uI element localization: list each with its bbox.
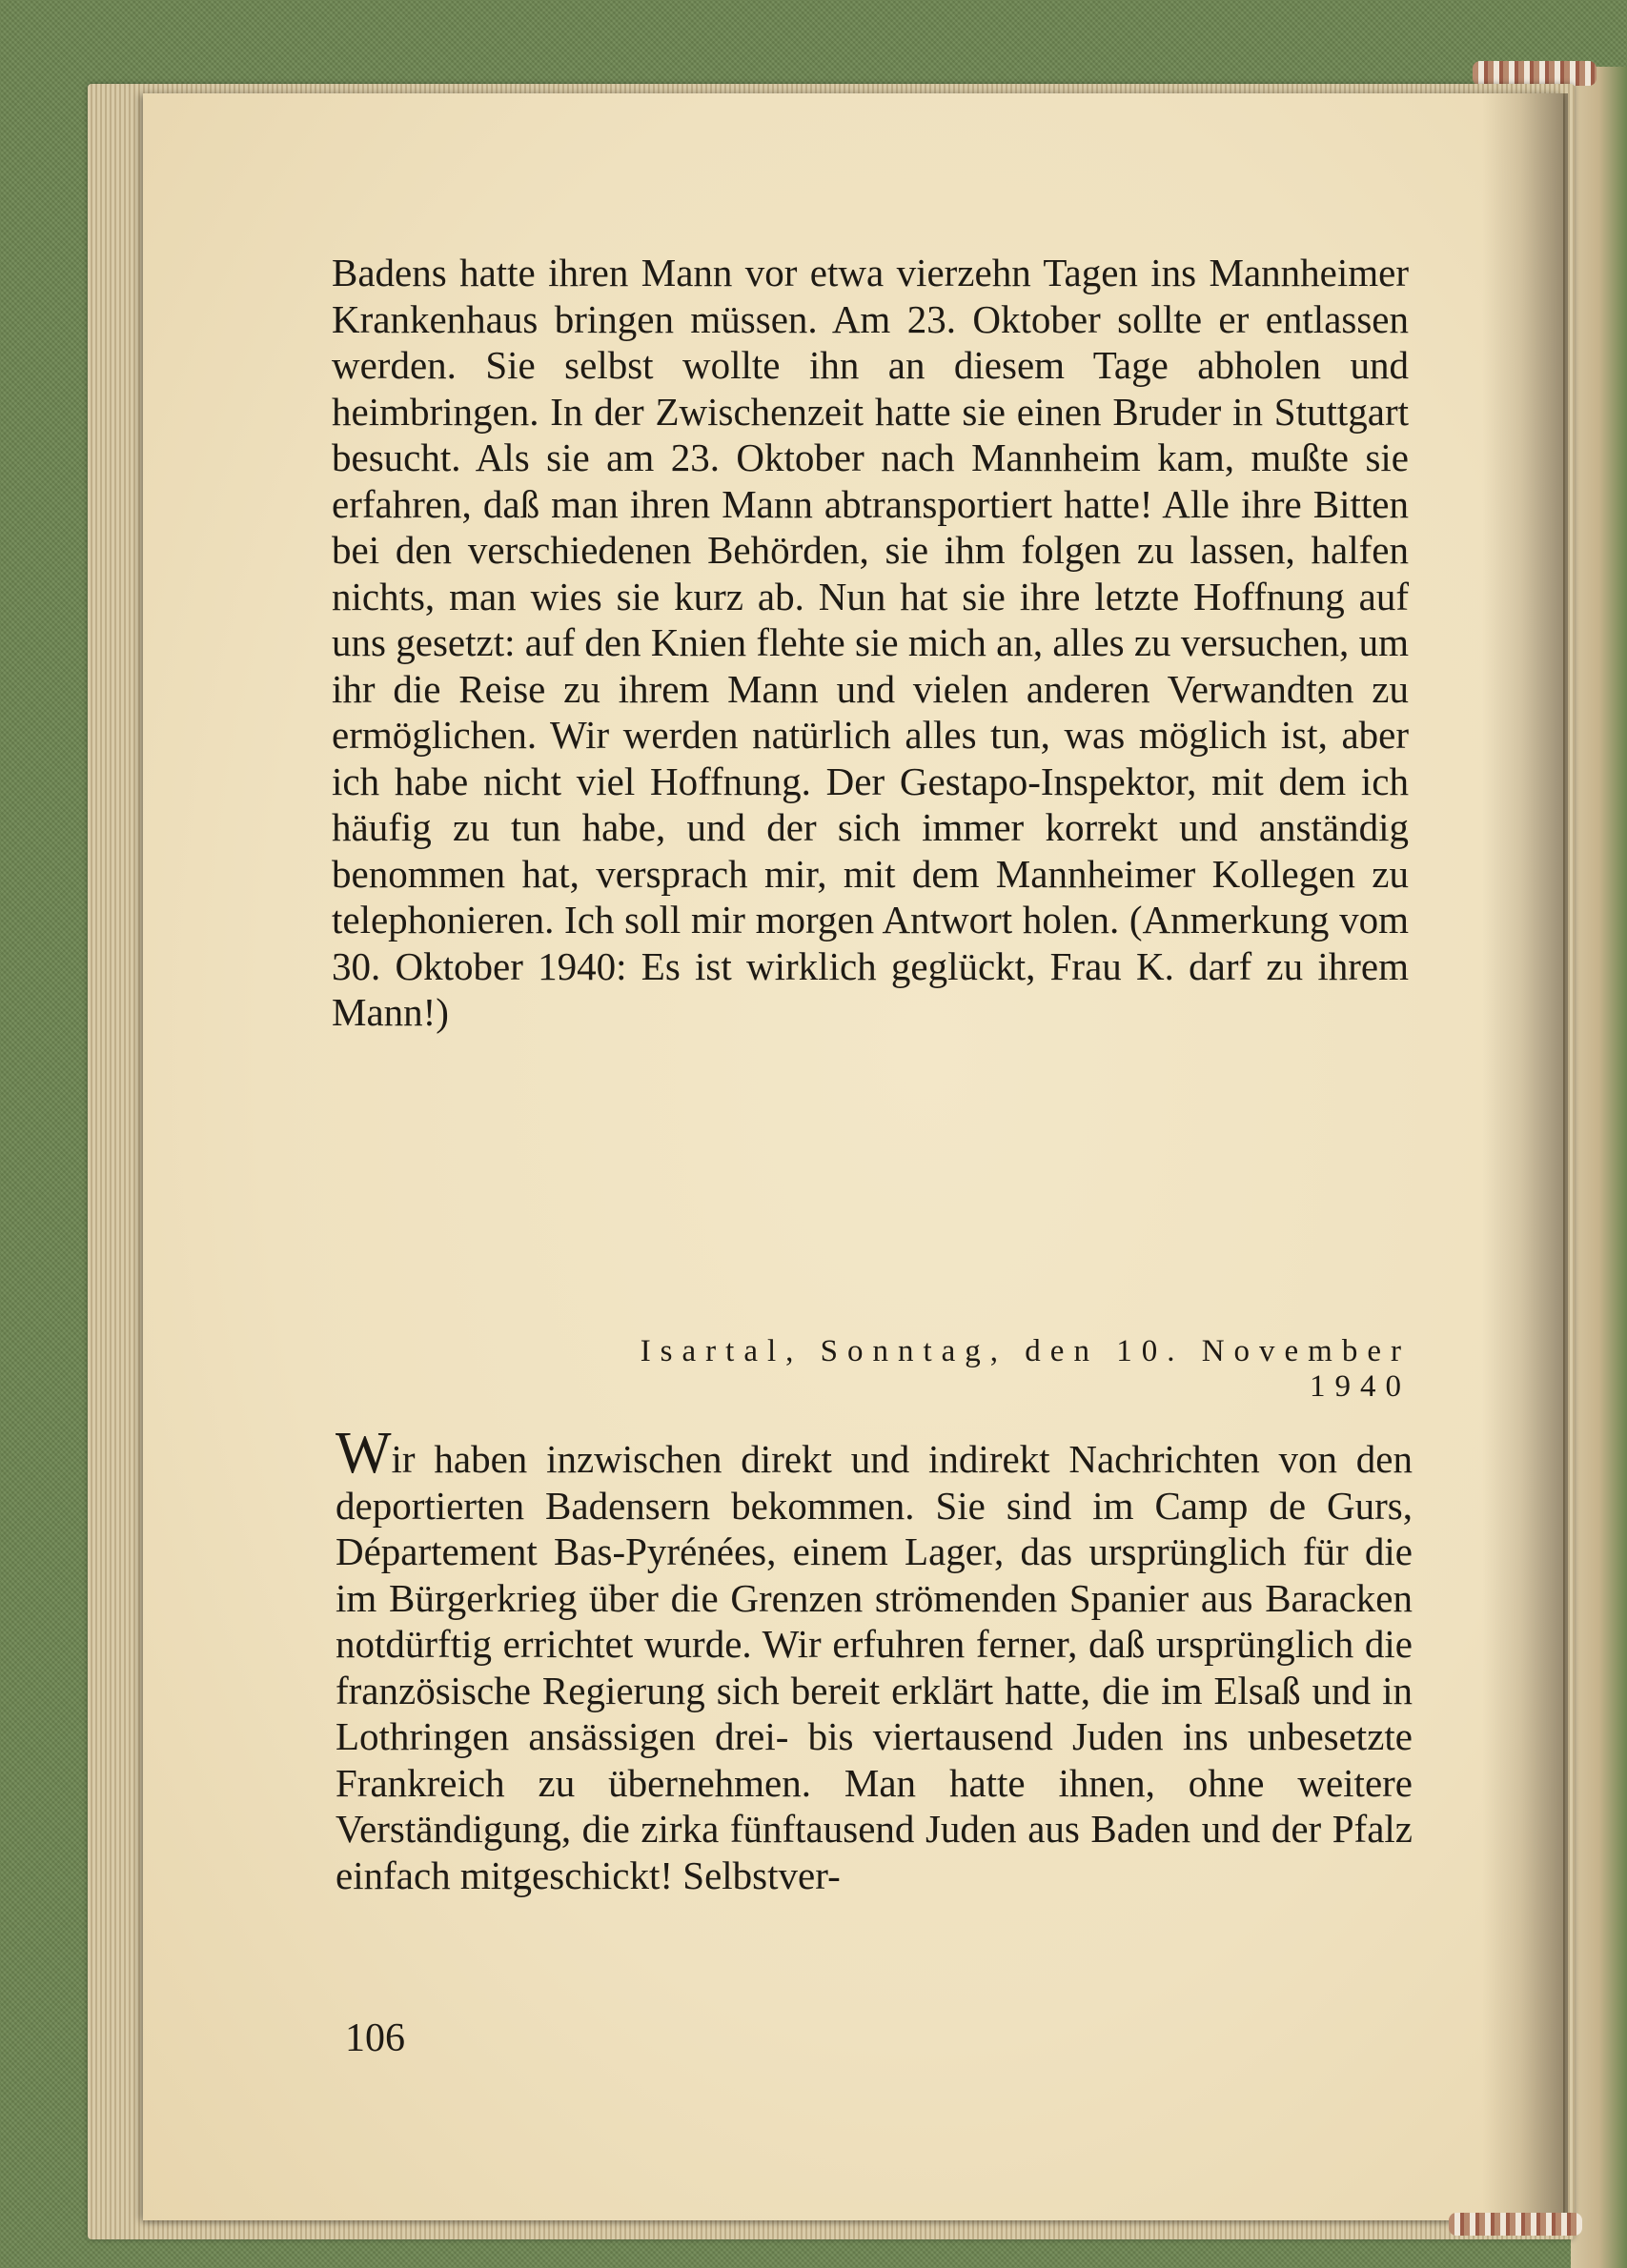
headband-top — [1473, 61, 1596, 86]
drop-cap: W — [336, 1421, 392, 1486]
body-text-block — [332, 250, 1409, 1036]
paragraph-2-text: ir haben inzwischen direkt und indirekt Nachrichten von den deportierten Badensern bekommen. Sie sind im Camp de Gurs, Département Bas-Pyrénées, einem Lager, das ursprünglich für die im Bürgerkrieg über die Grenzen strömenden Spanier aus Baracken notdürftig errichtet wurde. Wir erfuhren ferner, daß ursprünglich die französische Regierung sich bereit erklärt hatte, die im Elsaß und in Lothringen ansässigen drei- bis viertausend Juden ins unbesetzte Frankreich zu übernehmen. Man hatte ihnen, ohne weitere Verständigung, die zirka fünftausend Juden aus Baden und der Pfalz einfach mitgeschickt! Selbstver- — [336, 1437, 1413, 1897]
facing-page-edge — [1571, 67, 1627, 2268]
page-number: 106 — [345, 2016, 405, 2060]
headband-bottom — [1449, 2213, 1582, 2236]
paragraph-1: Badens hatte ihren Mann vor etwa vierzehn Tagen ins Mannheimer Krankenhaus bringen müssen. Am 23. Oktober sollte er entlassen werden. Sie selbst wollte ihn an diesem Tage abholen und heimbringen. In der Zwischenzeit hatte sie einen Bruder in Stuttgart besucht. Als sie am 23. Oktober nach Mannheim kam, mußte sie erfahren, daß man ihren Mann abtransportiert hatte! Alle ihre Bitten bei den verschiedenen Behörden, sie ihm folgen zu lassen, halfen nichts, man wies sie kurz ab. Nun hat sie ihre letzte Hoffnung auf uns gesetzt: auf den Knien flehte sie mich an, alles zu versuchen, um ihr die Reise zu ihrem Mann und vielen anderen Verwandten zu ermöglichen. Wir werden natürlich alles tun, was möglich ist, aber ich habe nicht viel Hoffnung. Der Gestapo-Inspektor, mit dem ich häufig zu tun habe, und der sich immer korrekt und anständig benommen hat, versprach mir, mit dem Mannheimer Kollegen zu telephonieren. Ich soll mir morgen Antwort holen. (Anmerkung vom 30. Oktober 1940: Es ist wirklich geglückt, Frau K. darf zu ihrem Mann!) — [332, 251, 1409, 1034]
paragraph-2 — [336, 1421, 1413, 1898]
page-gutter-shadow — [1482, 93, 1568, 2220]
dateline: Isartal, Sonntag, den 10. November 1940 — [640, 1334, 1411, 1404]
